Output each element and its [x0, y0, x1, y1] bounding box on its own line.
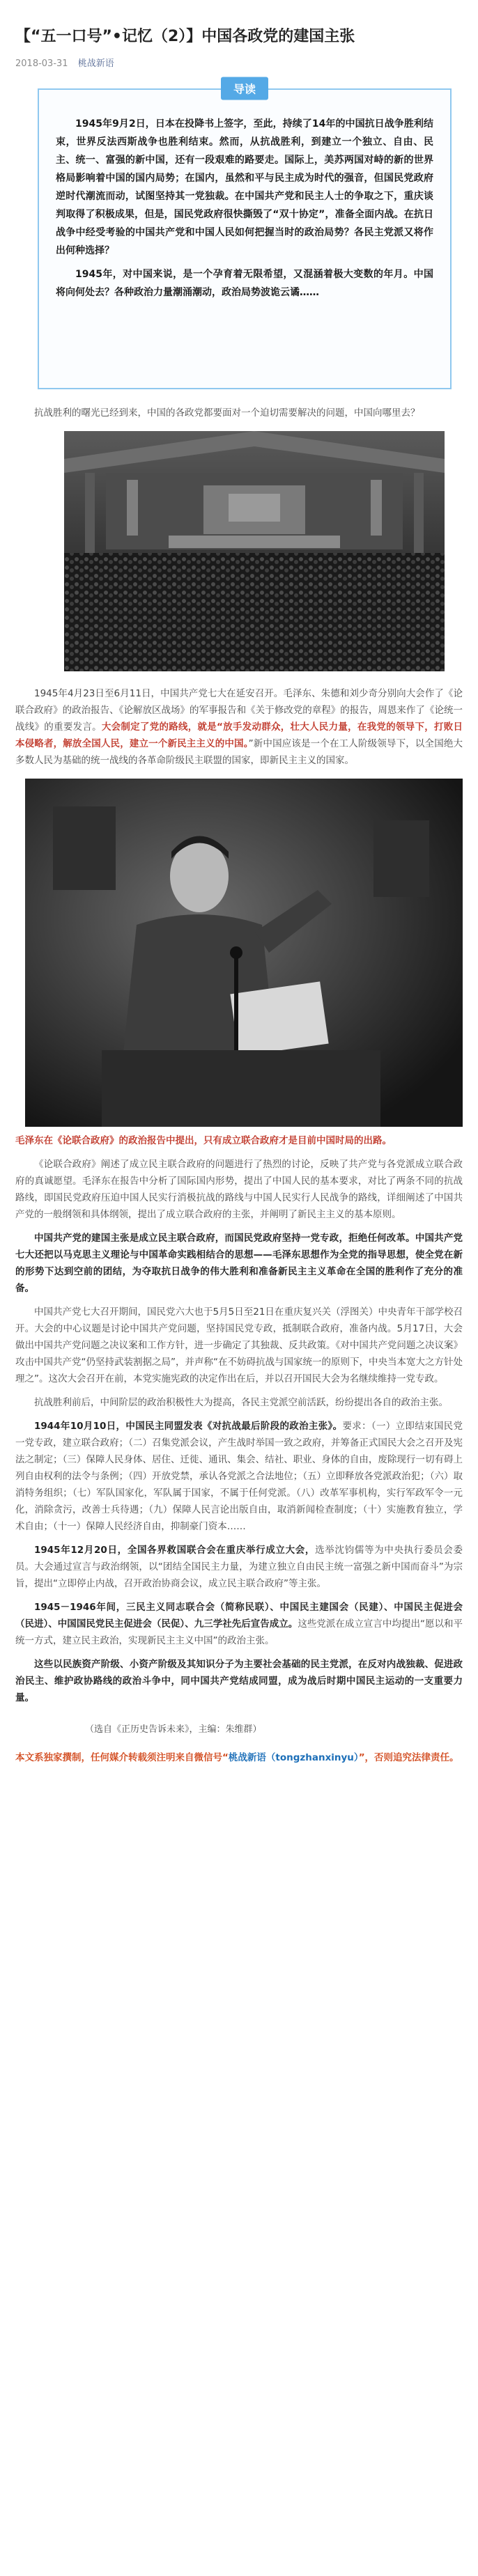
body-paragraph: 中国共产党的建国主张是成立民主联合政府，而国民党政府坚持一党专政，拒绝任何改革。中国共产党七大还把以马克思主义理论与中国革命实践相结合的思想——毛泽东思想作为全党的指导思想，使全党在新的形势下达到空前的团结，为夺取抗日战争的伟大胜利和准备新民主主义革命在全国的胜利作了充分的准备。: [15, 1233, 463, 1294]
speaker-photo: [25, 779, 463, 1127]
body-paragraph: 这些以民族资产阶级、小资产阶级及其知识分子为主要社会基础的民主党派，在反对内战独裁、促进政治民主、维护政协路线的政治斗争中，同中国共产党结成同盟，成为战后时期中国民主运动的一支重要力量。: [15, 1659, 463, 1703]
body-paragraph: 《论联合政府》阐述了成立民主联合政府的问题进行了热烈的讨论，反映了共产党与各党派成立联合政府的真诚愿望。毛泽东在报告中分析了国际国内形势，提出了中国人民的基本要求，对比了两条不同的抗战路线，即国民党政府压迫中国人民实行消极抗战的路线与中国人民实行人民战争的路线，详细阐述了中国共产党的一般纲领和具体纲领，提出了成立联合政府的主张，并阐明了新民主主义的基本原则。: [15, 1159, 463, 1220]
account-link[interactable]: 桃战新语: [77, 58, 114, 69]
body-paragraph: 1944年10月10日，中国民主同盟发表《对抗战最后阶段的政治主张》。要求：（一）立即结束国民党一党专政，建立联合政府；（二）召集党派会议，产生战时举国一致之政府，并筹备正式国民大会之召开及宪法之制定；（三）保障人民身体、居住、迁徙、通讯、集会、结社、职业、身体的自由，废除现行一切有碍上列自由权利的法令与条例；（四）开放党禁，承认各党派之合法地位；（五）立即释放各党派政治犯；（六）取消特务组织；（七）军队国家化，军队属于国家，不属于任何党派。（八）改革军事机构，实行军政军令一元化，消除贪污，改善士兵待遇；（九）保障人民言论出版自由，取消新闻检查制度；（十）实施教育独立，学术自由；（十一）保障人民经济自由，抑制豪门资本……: [15, 1421, 463, 1532]
congress-hall-image: [64, 431, 445, 671]
congress-hall-photo: [64, 431, 445, 671]
intro-box: [38, 88, 452, 389]
publish-date: 2018-03-31: [15, 58, 68, 69]
body-paragraph: 抗战胜利前后，中间阶层的政治积极性大为提高，各民主党派空前活跃，纷纷提出各自的政治主张。: [34, 1397, 448, 1408]
intro-section: [38, 82, 452, 389]
body-paragraph: 1945年12月20日，全国各界救国联合会在重庆举行成立大会，选举沈钧儒等为中央执行委员会委员。大会通过宣言与政治纲领，以“团结全国民主力量，为建立独立自由民主统一富强之新中国而奋斗”为宗旨，提出“立即停止内战，召开政治协商会议，成立民主联合政府”等主张。: [15, 1545, 463, 1589]
body-paragraph: 中国共产党七大召开期间，国民党六大也于5月5日至21日在重庆复兴关（浮图关）中央青年干部学校召开。大会的中心议题是讨论中国共产党问题，坚持国民党专政，抵制联合政府，准备内战。5月17日，大会做出中国共产党问题之决议案和工作方针，进一步确定了其独裁、反共政策。《对中国共产党问题之决议案》攻击中国共产党“仍坚持武装割据之局”，并声称“在不妨碍抗战与国家统一的原则下，中央当本宽大之方针处理之”。这次大会召开在前，本党实施宪政的决定作出在后，并以召开国民大会为名继续维持一党专政。: [15, 1306, 463, 1384]
copyright-footer: 本文系独家撰制，任何媒介转载须注明来自微信号“桃战新语（tongzhanxinyu）”，否则追究法律责任。: [15, 1752, 459, 1763]
body-paragraph: 1945－1946年间，三民主义同志联合会（简称民联）、中国民主建国会（民建）、中国民主促进会（民进）、中国国民党民主促进会（民促）、九三学社先后宣告成立。这些党派在成立宣言中均提出“愿以和平统一方式，建立民主政治，实现新民主主义中国”的政治主张。: [15, 1602, 463, 1646]
article-title: 【“五一口号”•记忆（2）】中国各政党的建国主张: [15, 28, 355, 45]
intro-badge: 导读: [221, 77, 268, 100]
intro-paragraph: 1945年9月2日，日本在投降书上签字，至此，持续了14年的中国抗日战争胜利结束，世界反法西斯战争也胜利结束。然而，从抗战胜利，到建立一个独立、自由、民主、统一、富强的新中国，还有一段艰难的路要走。国际上，美苏两国对峙的新的世界格局影响着中国的国内局势；在国内，虽然和平与民主成为时代的强音，但国民党政府逆时代潮流而动，试图坚持其一党独裁。在中国共产党和民主人士的争取之下，重庆谈判取得了积极成果，但是，国民党政府很快撕毁了“双十协定”，准备全面内战。在抗日战争中经受考验的中国共产党和中国人民如何把握当时的政治局势？各民主党派又将作出何种选择？: [56, 118, 433, 256]
photo-caption: 毛泽东在《论联合政府》的政治报告中提出，只有成立联合政府才是目前中国时局的出路。: [15, 1135, 392, 1146]
intro-paragraph: 1945年，对中国来说，是一个孕育着无限希望，又混涵着极大变数的年月。中国将向何处去？各种政治力量潮涌潮动，政治局势波诡云谲……: [56, 269, 433, 298]
speaker-image: [25, 779, 463, 1127]
article-meta: [15, 56, 463, 69]
source-note: （选自《正历史告诉未来》，主编：朱维群）: [85, 1724, 262, 1735]
footer-account: 桃战新语（tongzhanxinyu）: [228, 1752, 359, 1763]
body-paragraph: 1945年4月23日至6月11日，中国共产党七大在延安召开。毛泽东、朱德和刘少奇分别向大会作了《论联合政府》的政治报告、《论解放区战场》的军事报告和《关于修改党的章程》的报告，周恩来作了《论统一战线》的重要发言。大会制定了党的路线，就是“放手发动群众，壮大人民力量，在我党的领导下，打败日本侵略者，解放全国人民，建立一个新民主主义的中国。”新中国应该是一个在工人阶级领导下，以全国绝大多数人民为基础的统一战线的各革命阶级民主联盟的国家，即新民主主义的国家。: [15, 688, 463, 766]
body-paragraph: 抗战胜利的曙光已经到来，中国的各政党都要面对一个迫切需要解决的问题，中国向哪里去？: [34, 407, 420, 419]
